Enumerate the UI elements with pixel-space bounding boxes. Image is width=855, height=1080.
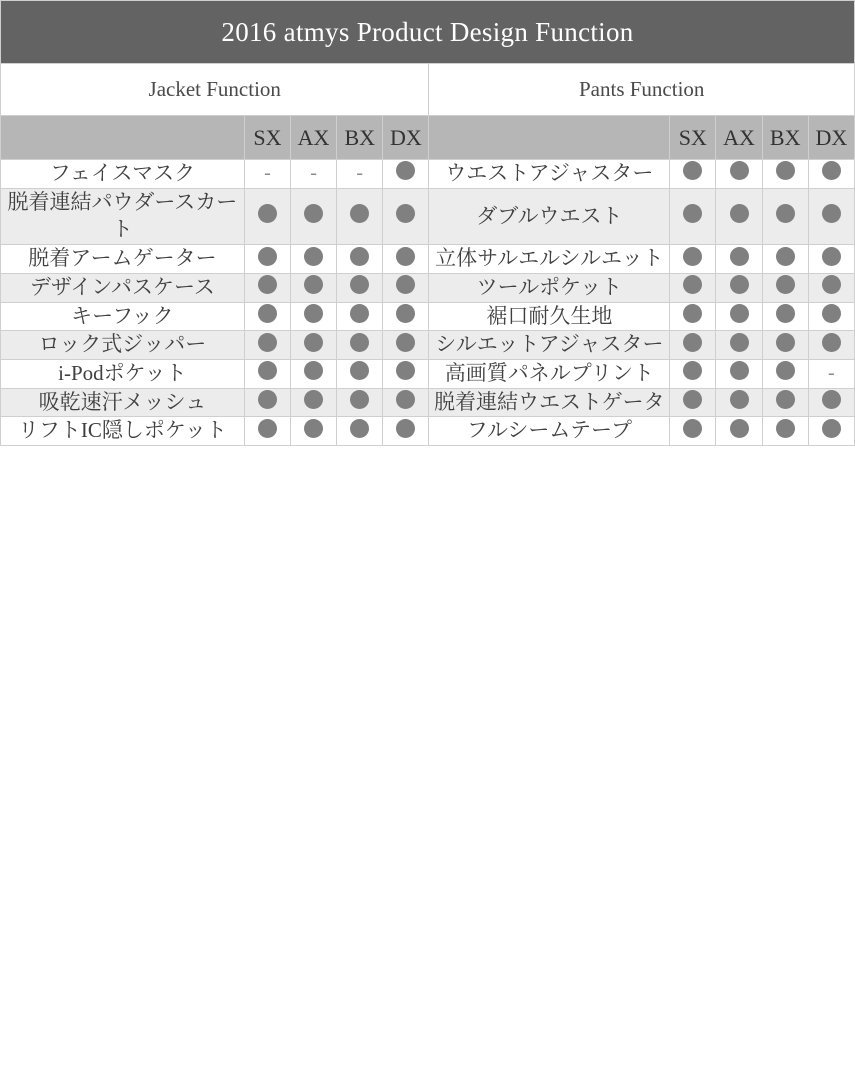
filled-circle-icon: [730, 161, 749, 180]
filled-circle-icon: [822, 247, 841, 266]
filled-circle-icon: [350, 304, 369, 323]
filled-circle-icon: [683, 333, 702, 352]
filled-circle-icon: [683, 161, 702, 180]
filled-circle-icon: [258, 419, 277, 438]
dash-icon: -: [264, 162, 271, 185]
filled-circle-icon: [396, 275, 415, 294]
mark-cell: [244, 302, 290, 331]
mark-cell: [808, 188, 854, 244]
table-row: [1, 388, 855, 417]
feature-label: ダブルウエスト: [429, 188, 670, 244]
filled-circle-icon: [776, 161, 795, 180]
filled-circle-icon: [776, 247, 795, 266]
feature-label: ウエストアジャスター: [429, 160, 670, 189]
code-header-blank-left: [1, 116, 245, 160]
code-header-right-bx: BX: [762, 116, 808, 160]
mark-cell: [337, 302, 383, 331]
mark-cell: [337, 388, 383, 417]
mark-cell: [762, 273, 808, 302]
feature-label: 脱着アームゲーター: [1, 245, 245, 274]
page-title: 2016 atmys Product Design Function: [1, 1, 855, 64]
table-row: [1, 188, 855, 244]
feature-label: 吸乾速汗メッシュ: [1, 388, 245, 417]
table-row: [1, 331, 855, 360]
filled-circle-icon: [730, 333, 749, 352]
mark-cell: [244, 331, 290, 360]
filled-circle-icon: [683, 361, 702, 380]
code-header-row: [1, 116, 855, 160]
filled-circle-icon: [730, 419, 749, 438]
mark-cell: [383, 417, 429, 446]
mark-cell: [762, 331, 808, 360]
table-row: [1, 417, 855, 446]
filled-circle-icon: [350, 275, 369, 294]
feature-label: i-Podポケット: [1, 360, 245, 389]
feature-label: 裾口耐久生地: [429, 302, 670, 331]
filled-circle-icon: [776, 333, 795, 352]
feature-label: ロック式ジッパー: [1, 331, 245, 360]
filled-circle-icon: [350, 361, 369, 380]
filled-circle-icon: [396, 390, 415, 409]
filled-circle-icon: [304, 333, 323, 352]
filled-circle-icon: [776, 390, 795, 409]
mark-cell: [337, 188, 383, 244]
group-header-pants: Pants Function: [429, 64, 855, 116]
mark-cell: [244, 245, 290, 274]
feature-label: シルエットアジャスター: [429, 331, 670, 360]
filled-circle-icon: [350, 204, 369, 223]
mark-cell: [808, 388, 854, 417]
mark-cell: [808, 160, 854, 189]
mark-cell: [762, 160, 808, 189]
filled-circle-icon: [822, 204, 841, 223]
feature-label: 脱着連結パウダースカート: [1, 188, 245, 244]
filled-circle-icon: [396, 419, 415, 438]
feature-label: ツールポケット: [429, 273, 670, 302]
mark-cell: [762, 302, 808, 331]
filled-circle-icon: [822, 304, 841, 323]
mark-cell: [762, 188, 808, 244]
filled-circle-icon: [350, 390, 369, 409]
mark-cell: [762, 388, 808, 417]
mark-cell: [290, 388, 336, 417]
mark-cell: [716, 245, 762, 274]
mark-cell: [716, 273, 762, 302]
mark-cell: [762, 417, 808, 446]
feature-label: 脱着連結ウエストゲータ: [429, 388, 670, 417]
filled-circle-icon: [396, 161, 415, 180]
filled-circle-icon: [683, 275, 702, 294]
filled-circle-icon: [683, 247, 702, 266]
filled-circle-icon: [258, 333, 277, 352]
mark-cell: [762, 360, 808, 389]
filled-circle-icon: [258, 247, 277, 266]
filled-circle-icon: [822, 161, 841, 180]
filled-circle-icon: [350, 333, 369, 352]
mark-cell: [337, 160, 383, 189]
mark-cell: [337, 331, 383, 360]
filled-circle-icon: [350, 419, 369, 438]
group-header-row: [1, 64, 855, 116]
filled-circle-icon: [730, 247, 749, 266]
mark-cell: [244, 188, 290, 244]
filled-circle-icon: [396, 204, 415, 223]
mark-cell: [383, 245, 429, 274]
feature-label: 立体サルエルシルエット: [429, 245, 670, 274]
table-row: [1, 160, 855, 189]
mark-cell: [290, 273, 336, 302]
table-row: [1, 302, 855, 331]
mark-cell: [244, 360, 290, 389]
title-row: [1, 1, 855, 64]
code-header-left-dx: DX: [383, 116, 429, 160]
filled-circle-icon: [730, 304, 749, 323]
mark-cell: [290, 302, 336, 331]
mark-cell: [670, 273, 716, 302]
mark-cell: [670, 360, 716, 389]
filled-circle-icon: [396, 361, 415, 380]
mark-cell: [670, 302, 716, 331]
mark-cell: [716, 160, 762, 189]
mark-cell: [290, 360, 336, 389]
mark-cell: [290, 331, 336, 360]
group-header-jacket: Jacket Function: [1, 64, 429, 116]
mark-cell: [290, 417, 336, 446]
filled-circle-icon: [258, 361, 277, 380]
filled-circle-icon: [683, 304, 702, 323]
filled-circle-icon: [776, 204, 795, 223]
mark-cell: [337, 245, 383, 274]
mark-cell: [290, 188, 336, 244]
filled-circle-icon: [350, 247, 369, 266]
filled-circle-icon: [304, 304, 323, 323]
mark-cell: [808, 273, 854, 302]
mark-cell: [337, 273, 383, 302]
filled-circle-icon: [776, 361, 795, 380]
mark-cell: [383, 302, 429, 331]
mark-cell: [337, 417, 383, 446]
filled-circle-icon: [304, 247, 323, 266]
filled-circle-icon: [822, 419, 841, 438]
mark-cell: [808, 417, 854, 446]
filled-circle-icon: [822, 333, 841, 352]
filled-circle-icon: [304, 275, 323, 294]
mark-cell: [808, 331, 854, 360]
filled-circle-icon: [396, 247, 415, 266]
code-header-right-sx: SX: [670, 116, 716, 160]
filled-circle-icon: [258, 204, 277, 223]
filled-circle-icon: [683, 204, 702, 223]
mark-cell: [808, 302, 854, 331]
mark-cell: [244, 273, 290, 302]
table-row: [1, 245, 855, 274]
mark-cell: [383, 331, 429, 360]
mark-cell: [244, 417, 290, 446]
filled-circle-icon: [730, 275, 749, 294]
filled-circle-icon: [258, 390, 277, 409]
filled-circle-icon: [730, 361, 749, 380]
mark-cell: [808, 245, 854, 274]
filled-circle-icon: [776, 304, 795, 323]
code-header-right-dx: DX: [808, 116, 854, 160]
mark-cell: [337, 360, 383, 389]
feature-label: フルシームテープ: [429, 417, 670, 446]
mark-cell: [716, 417, 762, 446]
filled-circle-icon: [822, 390, 841, 409]
feature-label: 高画質パネルプリント: [429, 360, 670, 389]
table-row: [1, 360, 855, 389]
code-header-left-bx: BX: [337, 116, 383, 160]
mark-cell: [670, 388, 716, 417]
filled-circle-icon: [730, 204, 749, 223]
mark-cell: [716, 331, 762, 360]
mark-cell: [383, 388, 429, 417]
mark-cell: [290, 160, 336, 189]
mark-cell: [383, 188, 429, 244]
filled-circle-icon: [776, 419, 795, 438]
mark-cell: [244, 160, 290, 189]
feature-label: キーフック: [1, 302, 245, 331]
dash-icon: -: [356, 162, 364, 185]
function-matrix-table: [0, 0, 855, 446]
mark-cell: [244, 388, 290, 417]
filled-circle-icon: [396, 304, 415, 323]
mark-cell: [762, 245, 808, 274]
filled-circle-icon: [304, 419, 323, 438]
filled-circle-icon: [730, 390, 749, 409]
mark-cell: [716, 188, 762, 244]
code-header-left-sx: SX: [244, 116, 290, 160]
mark-cell: [808, 360, 854, 389]
feature-label: リフトIC隠しポケット: [1, 417, 245, 446]
feature-label: デザインパスケース: [1, 273, 245, 302]
dash-icon: -: [310, 162, 317, 185]
filled-circle-icon: [822, 275, 841, 294]
mark-cell: [670, 245, 716, 274]
mark-cell: [716, 302, 762, 331]
filled-circle-icon: [683, 419, 702, 438]
filled-circle-icon: [396, 333, 415, 352]
mark-cell: [383, 360, 429, 389]
dash-icon: -: [828, 362, 835, 385]
code-header-left-ax: AX: [290, 116, 336, 160]
mark-cell: [383, 273, 429, 302]
mark-cell: [670, 160, 716, 189]
filled-circle-icon: [304, 390, 323, 409]
mark-cell: [383, 160, 429, 189]
mark-cell: [670, 188, 716, 244]
mark-cell: [290, 245, 336, 274]
feature-label: フェイスマスク: [1, 160, 245, 189]
code-header-right-ax: AX: [716, 116, 762, 160]
mark-cell: [670, 417, 716, 446]
filled-circle-icon: [304, 204, 323, 223]
filled-circle-icon: [258, 275, 277, 294]
mark-cell: [716, 388, 762, 417]
table-row: [1, 273, 855, 302]
mark-cell: [716, 360, 762, 389]
filled-circle-icon: [304, 361, 323, 380]
mark-cell: [670, 331, 716, 360]
filled-circle-icon: [776, 275, 795, 294]
filled-circle-icon: [683, 390, 702, 409]
code-header-blank-right: [429, 116, 670, 160]
filled-circle-icon: [258, 304, 277, 323]
